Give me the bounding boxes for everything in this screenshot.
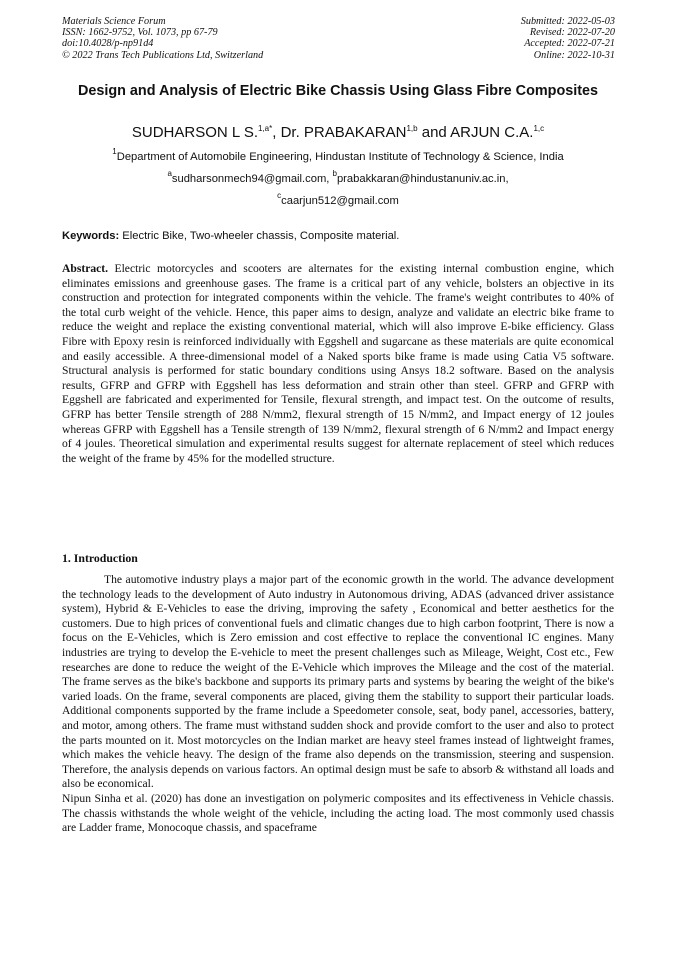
online-date: Online: 2022-10-31 — [533, 49, 615, 61]
keywords-text: Electric Bike, Two-wheeler chassis, Composite material. — [119, 230, 400, 242]
author-list — [62, 124, 614, 142]
author-sup: 1,b — [406, 124, 418, 133]
paper-title: Design and Analysis of Electric Bike Chassis Using Glass Fibre Composites — [77, 83, 599, 99]
author-name: ARJUN C.A. — [450, 124, 534, 141]
email-sup: c — [277, 191, 282, 200]
author-sup: 1,a* — [258, 124, 273, 133]
journal-name: Materials Science Forum — [62, 16, 166, 27]
accepted-date: Accepted: 2022-07-21 — [524, 38, 615, 50]
email-sup: a — [167, 169, 172, 178]
author-name: SUDHARSON L S. — [131, 124, 258, 141]
paragraph: The automotive industry plays a major part of the economic growth in the world. The advance development the technology leads to the development of Auto industry in Autonomous driving, ADAS (advanced driver assistance system), Hybrid & E-Vehicles to ease the driving, improving the safety , Economical and better aesthetics for the customers. Due to high prices of conventional fuels and climatic changes due to high carbon footprint, There is now a focus on the E-Vehicles, which is Zero emission and cost effective to replace the conventional IC engines. Many industries are trying to develop the E-vehicle to meet the present challenges such as Mileage, Weight, Cost etc., Few researches are done to reduce the weight of the E-Vehicle which improves the Mileage and the cost of the material. The frame serves as the bike's backbone and supports its primary parts and systems by bearing the weight of the bike's varied loads. On the frame, several components are placed, giving them the stability to support their particular loads. Additional components supported by the frame include a Speedometer console, seat, body panel, accessories, battery, and motor, among others. The frame must withstand sudden shock and provide comfort to the user and also to protect the parts mounted on it. Most motorcycles on the Indian market are heavy steel frames instead of lightweight frames, which makes the vehicle heavy. The design of the frame also depends on the transmission, steering and suspension. Therefore, the analysis depends on various factors. An optimal design must be safe to absorb & withstand all loads and also be economical. — [62, 573, 614, 791]
author-name: PRABAKARAN — [303, 124, 407, 141]
doi-line: doi:10.4028/p-np91d4 — [62, 38, 154, 50]
keywords-label: Keywords: — [62, 230, 120, 242]
affiliation-sup: 1 — [112, 147, 117, 156]
submitted-date: Submitted: 2022-05-03 — [520, 16, 615, 27]
abstract-text: Electric motorcycles and scooters are alternates for the existing internal combustion engine, which eliminates emissions and greenhouse gases. The frame is a critical part of any vehicle, bolsters an objective in its construction and protection for integrated components within the vehicle. The frame's weight contributes to 40% of the total curb weight of the vehicle. Hence, this paper aims to design, analyze and validate an electric bike frame to reduce the weight and replace the existing conventional material, which will also improve E-bike efficiency. Glass Fibre with Epoxy resin is reinforced individually with Eggshell and sugarcane as these materials are quite economical and easily accessible. A three-dimensional model of a Naked sports bike frame is made using Catia V5 software. Structural analysis is performed for static boundary conditions using Ansys 18.2 software. Based on the analysis results, GFRP and GFRP with Eggshell has less deformation and strain other than steel. GFRP and GFRP with Eggshell are fabricated and experimented for Tensile, flexural strength, and impact test. On the outcome of results, GFRP has better Tensile strength of 288 N/mm2, flexural strength of 15 N/mm2, and Impact energy of 12 joules whereas GFRP with Eggshell has a Tensile strength of 139 N/mm2, flexural strength of 6 N/mm2 and Impact energy of 4 joules. Theoretical simulation and experimental results suggest for alternate replacement of steel which reduces the weight of the frame by 45% for the modelled structure. — [62, 262, 614, 465]
author-emails — [62, 169, 614, 186]
paragraph: Nipun Sinha et al. (2020) has done an investigation on polymeric composites and its effectiveness in Vehicle chassis. The chassis withstands the whole weight of the vehicle, including the acting load. The most commonly used chassis are Ladder frame, Monocoque chassis, and spaceframe — [62, 791, 614, 835]
affiliation — [62, 147, 614, 164]
revised-date: Revised: 2022-07-20 — [529, 27, 615, 39]
email-link[interactable]: prabakkaran@hindustanuniv.ac.in, — [336, 173, 509, 185]
section-heading: 1. Introduction — [62, 551, 138, 565]
copyright-line: © 2022 Trans Tech Publications Ltd, Switzerland — [62, 49, 264, 61]
author-separator: , Dr. — [272, 124, 304, 141]
journal-info — [62, 16, 263, 61]
submission-dates — [521, 16, 615, 61]
email-link[interactable]: caarjun512@gmail.com — [281, 195, 399, 207]
author-sup: 1,c — [533, 124, 545, 133]
author-emails — [62, 191, 614, 208]
keywords — [62, 229, 614, 243]
email-sup: b — [332, 169, 337, 178]
email-link[interactable]: sudharsonmech94@gmail.com, — [171, 173, 333, 185]
abstract — [62, 262, 614, 466]
author-separator: and — [417, 124, 451, 141]
abstract-label: Abstract. — [62, 262, 109, 275]
affiliation-text: Department of Automobile Engineering, Hindustan Institute of Technology & Science, India — [116, 151, 564, 163]
section-body — [62, 573, 614, 836]
issn-line: ISSN: 1662-9752, Vol. 1073, pp 67-79 — [62, 27, 218, 39]
